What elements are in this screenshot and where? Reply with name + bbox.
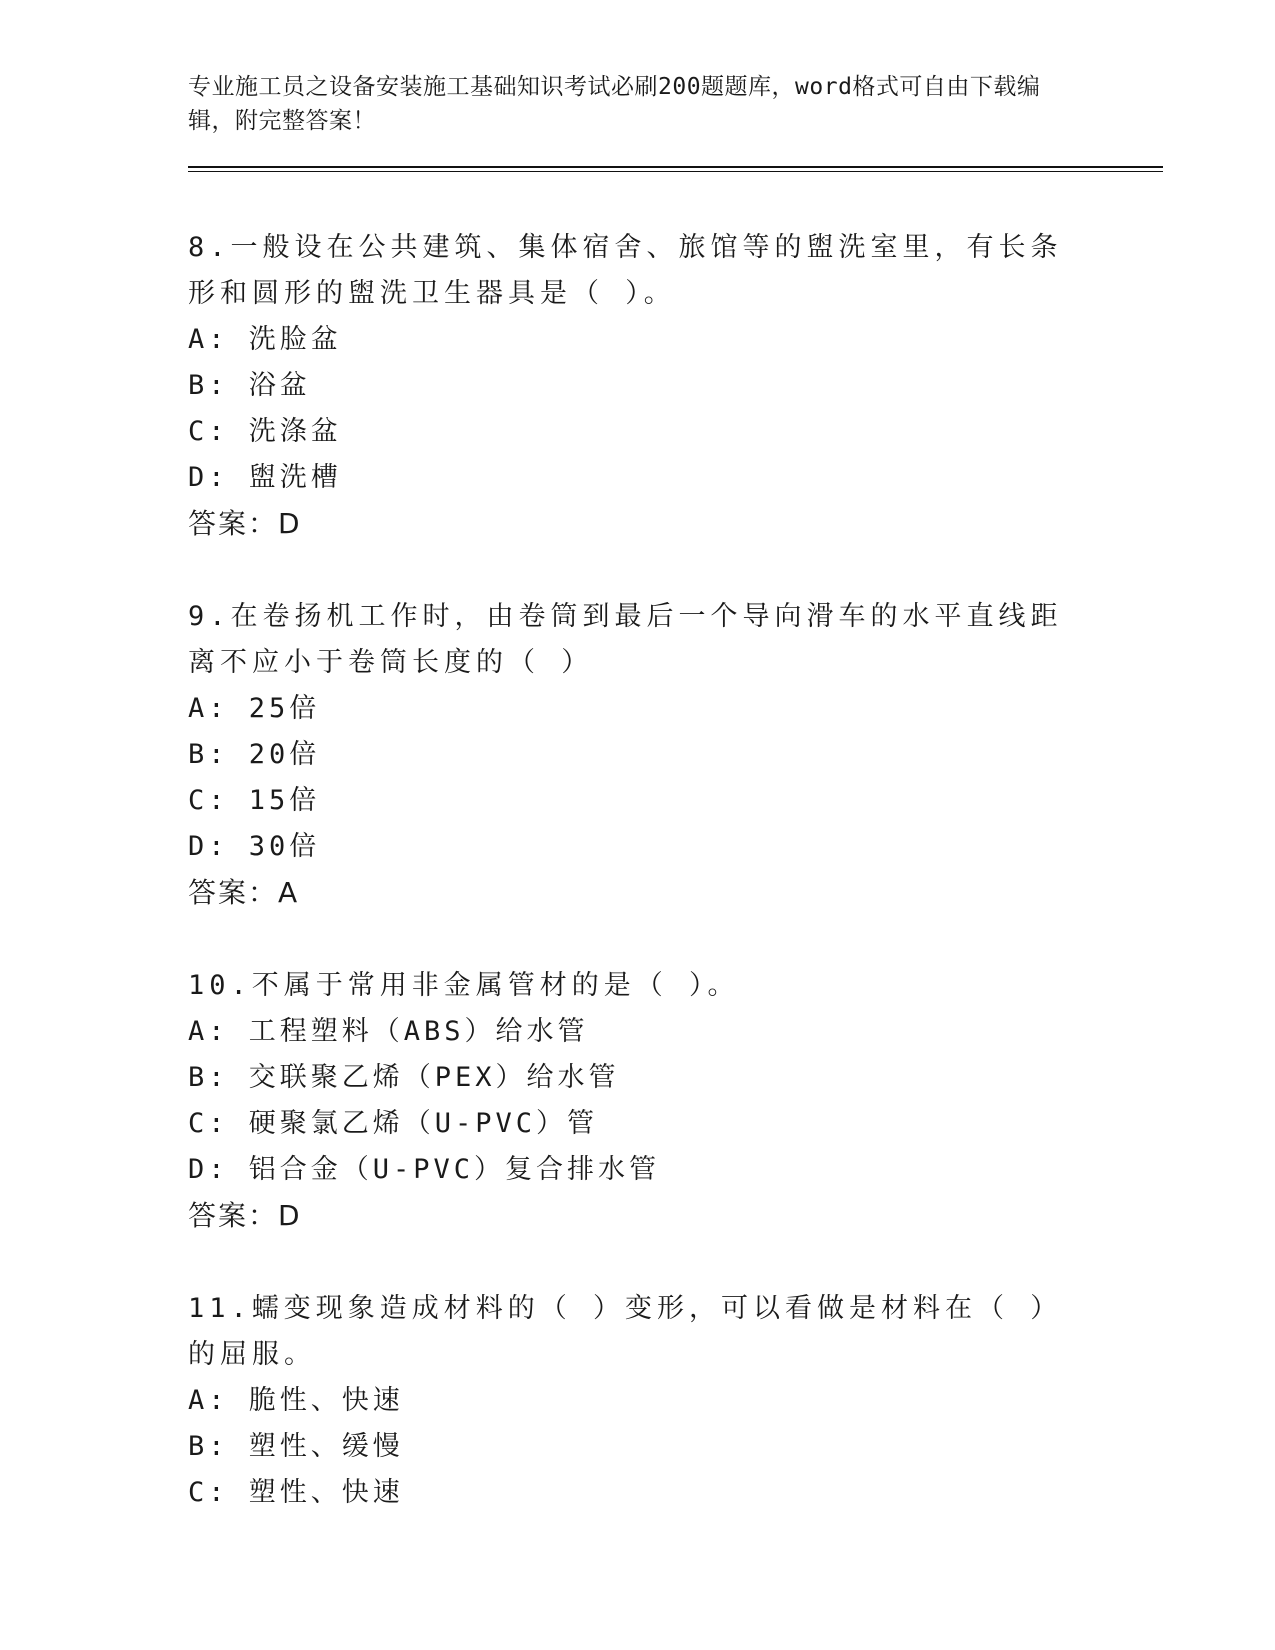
divider-thin-line [188,171,1163,172]
question-10 [188,963,1088,1239]
document-page [188,70,1088,1516]
option-b: B: 20倍 [188,739,321,770]
option-c: C: 15倍 [188,785,321,816]
option-c: C: 硬聚氯乙烯（U-PVC）管 [188,1108,599,1139]
option-b: B: 浴盆 [188,370,311,401]
option-b: B: 塑性、缓慢 [188,1431,404,1462]
document-title: 专业施工员之设备安装施工基础知识考试必刷200题题库，word格式可自由下载编辑，附完整答案！ [188,74,1041,134]
question-stem: 10.不属于常用非金属管材的是（ ）。 [188,970,740,1001]
option-d: D: 盥洗槽 [188,462,342,493]
divider-thick-line [188,166,1163,168]
answer-label: 答案：A [188,876,300,909]
option-d: D: 30倍 [188,831,321,862]
option-a: A: 洗脸盆 [188,324,342,355]
header-divider [188,166,1163,173]
question-9 [188,594,1088,916]
option-b: B: 交联聚乙烯（PEX）给水管 [188,1062,620,1093]
option-c: C: 塑性、快速 [188,1477,404,1508]
option-a: A: 25倍 [188,693,321,724]
question-stem: 11.蠕变现象造成材料的（ ）变形，可以看做是材料在（ ）的屈服。 [188,1293,1063,1370]
answer-label: 答案：D [188,507,302,540]
option-c: C: 洗涤盆 [188,416,342,447]
option-a: A: 脆性、快速 [188,1385,404,1416]
question-11 [188,1286,1088,1516]
option-d: D: 铝合金（U-PVC）复合排水管 [188,1154,661,1185]
answer-label: 答案：D [188,1199,302,1232]
option-a: A: 工程塑料（ABS）给水管 [188,1016,589,1047]
question-8 [188,225,1088,547]
question-stem: 8.一般设在公共建筑、集体宿舍、旅馆等的盥洗室里，有长条形和圆形的盥洗卫生器具是（ ）。 [188,232,1063,309]
question-stem: 9.在卷扬机工作时，由卷筒到最后一个导向滑车的水平直线距离不应小于卷筒长度的（ ） [188,601,1063,678]
